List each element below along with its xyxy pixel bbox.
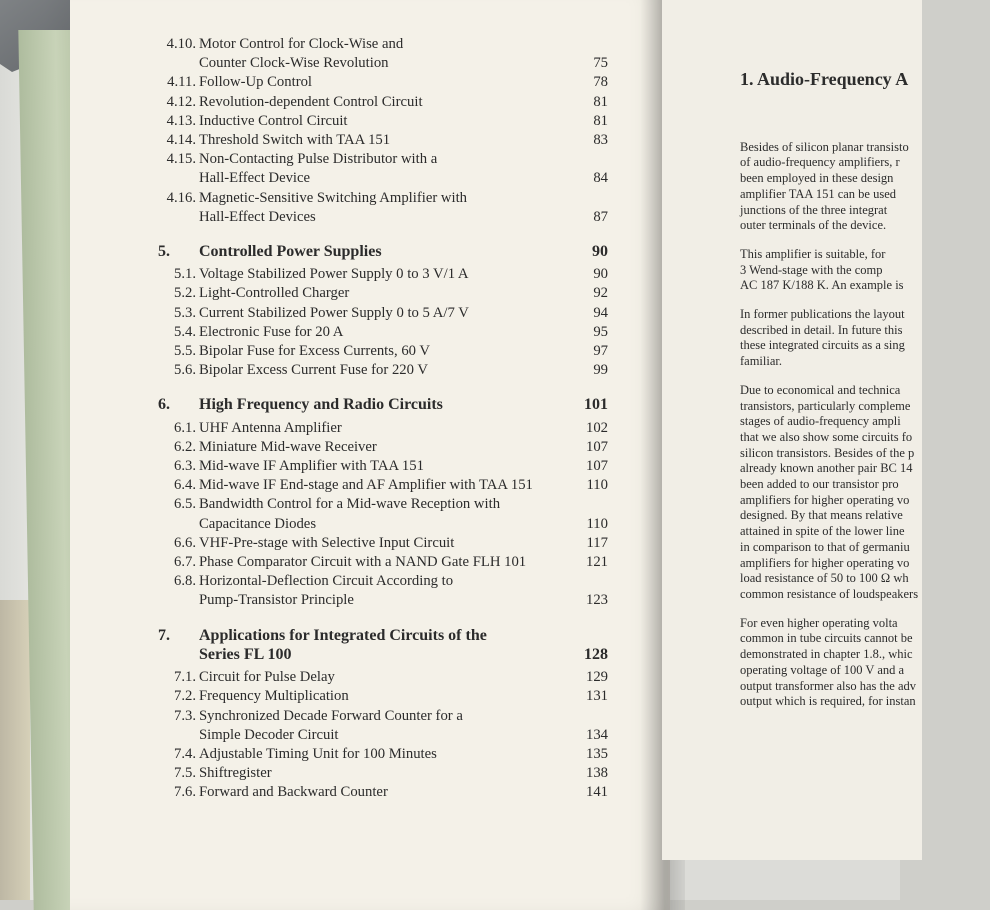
toc-entry-title bbox=[199, 284, 564, 303]
toc-entry-page: 101 bbox=[584, 396, 608, 414]
toc-entry-title-line: High Frequency and Radio Circuits bbox=[199, 396, 443, 414]
toc-entry-title-line: Horizontal-Deflection Circuit According to bbox=[199, 573, 454, 590]
body-line: operating voltage of 100 V and a bbox=[740, 662, 905, 677]
body-line: been added to our transistor pro bbox=[740, 477, 899, 492]
body-line: demonstrated in chapter 1.8., whic bbox=[740, 647, 913, 662]
body-line: junctions of the three integrat bbox=[740, 202, 888, 217]
body-line: For even higher operating volta bbox=[740, 615, 898, 630]
toc-entry-title-line: Non-Contacting Pulse Distributor with a bbox=[199, 151, 438, 168]
toc-entry-page: 135 bbox=[585, 745, 608, 762]
toc-entry-title-line: Follow-Up Control bbox=[199, 74, 313, 91]
toc-entry-page: 129 bbox=[585, 669, 608, 686]
toc-entry-page: 92 bbox=[593, 285, 608, 302]
toc-entry-number: 4.16. bbox=[166, 189, 196, 206]
toc-entry bbox=[150, 495, 620, 533]
toc-entry-title-line: Frequency Multiplication bbox=[199, 688, 349, 705]
toc-entry-number: 6.2. bbox=[173, 438, 196, 455]
toc-entry-number: 4.15. bbox=[166, 151, 196, 168]
toc-entry bbox=[150, 572, 620, 610]
toc-entry bbox=[150, 323, 620, 342]
toc-entry-title bbox=[199, 93, 564, 112]
toc-entry-title bbox=[199, 764, 564, 783]
toc-entry-title bbox=[199, 323, 564, 342]
right-page-text bbox=[740, 69, 990, 723]
toc-entry bbox=[150, 553, 620, 572]
body-line: output transformer also has the adv bbox=[740, 678, 916, 693]
toc-entry-page: 81 bbox=[593, 112, 608, 129]
toc-entry bbox=[150, 342, 620, 361]
toc-entry-title-line: Controlled Power Supplies bbox=[199, 243, 382, 261]
toc-entry-number: 4.12. bbox=[166, 93, 196, 110]
toc-entry-page: 117 bbox=[586, 534, 608, 551]
toc-entry bbox=[150, 131, 620, 150]
toc-entry-number: 6. bbox=[158, 396, 170, 414]
toc-entry-number: 7. bbox=[158, 626, 170, 644]
toc-entry-title-line: Bipolar Fuse for Excess Currents, 60 V bbox=[199, 343, 431, 360]
toc-entry-number: 7.2. bbox=[173, 688, 196, 705]
toc-entry-title-line: Inductive Control Circuit bbox=[199, 112, 348, 129]
toc-entry-title-line: UHF Antenna Amplifier bbox=[199, 419, 342, 436]
toc-entry bbox=[150, 304, 620, 323]
body-line: that we also show some circuits fo bbox=[740, 429, 913, 444]
toc-entry-title bbox=[199, 419, 564, 438]
toc-entry bbox=[150, 457, 620, 476]
body-line: load resistance of 50 to 100 Ω wh bbox=[740, 571, 909, 586]
toc-entry bbox=[150, 687, 620, 706]
toc-entry-title bbox=[199, 495, 564, 533]
toc-entry-title-line: Voltage Stabilized Power Supply 0 to 3 V/1 A bbox=[199, 266, 469, 283]
toc-entry-number: 7.4. bbox=[173, 745, 196, 762]
body-paragraph bbox=[740, 616, 990, 710]
toc-entry-number: 4.10. bbox=[166, 36, 196, 52]
toc-entry bbox=[150, 476, 620, 495]
toc-entry-title-line: Phase Comparator Circuit with a NAND Gate FLH 101 bbox=[199, 554, 527, 571]
toc-entry-title-line: Shiftregister bbox=[199, 765, 272, 782]
body-line: In former publications the layout bbox=[740, 307, 905, 322]
toc-entry bbox=[150, 438, 620, 457]
body-line: amplifiers for higher operating vo bbox=[740, 555, 910, 570]
toc-entry-number: 5.4. bbox=[173, 323, 196, 340]
toc-entry-page: 75 bbox=[593, 55, 608, 72]
chapter-title: 1. Audio-Frequency A bbox=[740, 69, 909, 89]
toc-entry-title-line: Revolution-dependent Control Circuit bbox=[199, 93, 423, 110]
toc-entry bbox=[150, 73, 620, 92]
body-line: designed. By that means relative bbox=[740, 508, 903, 523]
toc-entry-number: 7.5. bbox=[173, 765, 196, 782]
toc-entry-number: 6.4. bbox=[173, 477, 196, 494]
toc-entry-page: 90 bbox=[592, 243, 608, 261]
toc-chapter-heading bbox=[150, 395, 620, 414]
body-line: already known another pair BC 14 bbox=[740, 461, 913, 476]
toc-entry-title bbox=[199, 626, 579, 664]
toc-entry bbox=[150, 361, 620, 380]
toc-entry bbox=[150, 783, 620, 802]
toc-entry-title-line: Forward and Backward Counter bbox=[199, 784, 388, 801]
toc-entry-title bbox=[199, 361, 564, 380]
body-paragraph bbox=[740, 307, 990, 370]
background-object bbox=[0, 600, 30, 900]
toc-entry-title-line: Threshold Switch with TAA 151 bbox=[199, 132, 391, 149]
toc-entry-number: 7.1. bbox=[173, 669, 196, 686]
toc-entry-title bbox=[199, 572, 564, 610]
toc-entry-number: 5. bbox=[158, 243, 170, 261]
toc-entry bbox=[150, 35, 620, 73]
toc-entry-page: 84 bbox=[593, 170, 608, 187]
toc-entry-page: 134 bbox=[585, 726, 608, 743]
body-line: common in tube circuits cannot be bbox=[740, 631, 913, 646]
toc-entry-number: 6.8. bbox=[173, 573, 196, 590]
toc-entry-title bbox=[199, 687, 564, 706]
toc-entry-title-line: Applications for Integrated Circuits of the bbox=[199, 626, 487, 644]
toc-entry-title-line: Mid-wave IF Amplifier with TAA 151 bbox=[199, 458, 424, 475]
toc-entry-page: 94 bbox=[593, 304, 608, 321]
toc-entry-title-line: Magnetic-Sensitive Switching Amplifier with bbox=[199, 189, 468, 206]
toc-entry-title-line: Simple Decoder Circuit bbox=[199, 726, 339, 743]
body-line: common resistance of loudspeakers bbox=[740, 586, 919, 601]
toc-entry-title bbox=[199, 150, 564, 188]
body-paragraph bbox=[740, 383, 990, 603]
toc-entry-title bbox=[199, 395, 579, 414]
toc-entry-page: 83 bbox=[593, 132, 608, 149]
body-line: these integrated circuits as a sing bbox=[740, 338, 905, 353]
body-line: of audio-frequency amplifiers, r bbox=[740, 155, 900, 170]
toc-entry-title-line: Mid-wave IF End-stage and AF Amplifier with TAA 151 bbox=[199, 477, 533, 494]
toc-entry-number: 6.7. bbox=[173, 554, 196, 571]
body-line: amplifier TAA 151 can be used bbox=[740, 186, 897, 201]
toc-entry-page: 107 bbox=[585, 458, 608, 475]
toc-entry-title-line: Adjustable Timing Unit for 100 Minutes bbox=[199, 745, 437, 762]
toc-entry-title-line: VHF-Pre-stage with Selective Input Circuit bbox=[199, 534, 455, 551]
toc-entry-title bbox=[199, 112, 564, 131]
toc-entry-number: 5.1. bbox=[173, 266, 196, 283]
toc-entry-title-line: Light-Controlled Charger bbox=[199, 285, 350, 302]
toc-entry-page: 99 bbox=[593, 362, 608, 379]
body-line: stages of audio-frequency ampli bbox=[740, 414, 901, 429]
toc-entry-title bbox=[199, 668, 564, 687]
toc-entry bbox=[150, 668, 620, 687]
body-line: AC 187 K/188 K. An example is bbox=[740, 278, 904, 293]
toc-entry-page: 110 bbox=[586, 477, 608, 494]
toc-entry bbox=[150, 284, 620, 303]
toc-chapter-heading bbox=[150, 626, 620, 664]
body-line: described in detail. In future this bbox=[740, 322, 903, 337]
toc-entry-title bbox=[199, 304, 564, 323]
toc-entry-title bbox=[199, 342, 564, 361]
body-line: in comparison to that of germaniu bbox=[740, 539, 910, 554]
toc-entry-title bbox=[199, 745, 564, 764]
toc-entry-title bbox=[199, 534, 564, 553]
toc-entry-page: 97 bbox=[593, 343, 608, 360]
toc-entry-page: 123 bbox=[585, 592, 608, 609]
toc-entry bbox=[150, 745, 620, 764]
toc-entry-number: 5.5. bbox=[173, 343, 196, 360]
toc-entry-number: 7.3. bbox=[173, 707, 196, 724]
toc-entry-page: 78 bbox=[593, 74, 608, 91]
toc-chapter-heading bbox=[150, 242, 620, 261]
toc-entry-title-line: Current Stabilized Power Supply 0 to 5 A/7 V bbox=[199, 304, 469, 321]
toc-entry-number: 4.14. bbox=[166, 132, 196, 149]
toc-entry-title-line: Miniature Mid-wave Receiver bbox=[199, 438, 377, 455]
toc-entry-page: 107 bbox=[585, 438, 608, 455]
toc-entry bbox=[150, 112, 620, 131]
toc-entry-page: 87 bbox=[593, 208, 608, 225]
body-paragraph bbox=[740, 247, 990, 294]
toc-entry-title-line: Electronic Fuse for 20 A bbox=[199, 323, 344, 340]
toc-entry-number: 4.11. bbox=[167, 74, 196, 91]
body-line: outer terminals of the device. bbox=[740, 218, 887, 233]
body-line: output which is required, for instan bbox=[740, 694, 916, 709]
toc-entry-title-line: Bipolar Excess Current Fuse for 220 V bbox=[199, 362, 428, 379]
body-line: This amplifier is suitable, for bbox=[740, 246, 886, 261]
body-line: 3 Wend-stage with the comp bbox=[740, 262, 883, 277]
toc-entry-title-line: Hall-Effect Device bbox=[199, 170, 311, 187]
toc-entry-number: 6.3. bbox=[173, 458, 196, 475]
body-line: transistors, particularly compleme bbox=[740, 398, 911, 413]
toc-entry-title bbox=[199, 438, 564, 457]
toc-entry-title bbox=[199, 476, 564, 495]
toc-entry bbox=[150, 534, 620, 553]
toc-entry-title bbox=[199, 242, 579, 261]
toc-entry-number: 7.6. bbox=[173, 784, 196, 801]
toc-entry-number: 4.13. bbox=[166, 112, 196, 129]
toc-entry-page: 102 bbox=[585, 419, 608, 436]
body-paragraph bbox=[740, 140, 990, 234]
toc-entry-page: 131 bbox=[585, 688, 608, 705]
toc-entry-title bbox=[199, 189, 564, 227]
toc-entry-number: 6.5. bbox=[173, 496, 196, 513]
toc-entry-title bbox=[199, 35, 564, 73]
toc-entry bbox=[150, 93, 620, 112]
toc-entry-title-line: Motor Control for Clock-Wise and bbox=[199, 36, 404, 52]
toc-entry-page: 128 bbox=[584, 645, 608, 663]
toc-entry-number: 5.6. bbox=[173, 362, 196, 379]
toc-entry-page: 90 bbox=[593, 266, 608, 283]
toc-entry-page: 138 bbox=[585, 765, 608, 782]
toc-entry-title-line: Hall-Effect Devices bbox=[199, 208, 316, 225]
toc-entry-page: 81 bbox=[593, 93, 608, 110]
toc-entry-title-line: Pump-Transistor Principle bbox=[199, 592, 354, 609]
toc-entry-title bbox=[199, 783, 564, 802]
toc-entry-title-line: Capacitance Diodes bbox=[199, 515, 317, 532]
toc-entry-number: 5.2. bbox=[173, 285, 196, 302]
toc-entry-number: 5.3. bbox=[173, 304, 196, 321]
body-line: Besides of silicon planar transisto bbox=[740, 139, 909, 154]
toc-entry-page: 110 bbox=[586, 515, 608, 532]
toc-entry bbox=[150, 189, 620, 227]
toc-entry bbox=[150, 265, 620, 284]
toc-entry-title-line: Series FL 100 bbox=[199, 645, 292, 663]
body-line: familiar. bbox=[740, 354, 782, 369]
toc-entry-title-line: Counter Clock-Wise Revolution bbox=[199, 55, 389, 72]
toc-entry bbox=[150, 419, 620, 438]
toc-entry-title-line: Bandwidth Control for a Mid-wave Reception with bbox=[199, 496, 501, 513]
toc-entry-page: 141 bbox=[585, 784, 608, 801]
right-page bbox=[662, 0, 922, 860]
toc-entry-number: 6.1. bbox=[173, 419, 196, 436]
toc-entry-number: 6.6. bbox=[173, 534, 196, 551]
body-line: been employed in these design bbox=[740, 171, 894, 186]
toc-entry-title bbox=[199, 131, 564, 150]
toc-entry-title-line: Synchronized Decade Forward Counter for a bbox=[199, 707, 463, 724]
toc-entry-title bbox=[199, 73, 564, 92]
toc-entry-title bbox=[199, 457, 564, 476]
toc-entry bbox=[150, 764, 620, 783]
table-of-contents bbox=[150, 35, 620, 803]
toc-entry-title bbox=[199, 553, 564, 572]
toc-entry-title bbox=[199, 265, 564, 284]
toc-entry-title bbox=[199, 707, 564, 745]
toc-entry bbox=[150, 150, 620, 188]
toc-entry-page: 121 bbox=[585, 554, 608, 571]
body-line: amplifiers for higher operating vo bbox=[740, 492, 910, 507]
toc-entry-title-line: Circuit for Pulse Delay bbox=[199, 669, 335, 686]
toc-entry bbox=[150, 707, 620, 745]
body-line: Due to economical and technica bbox=[740, 382, 901, 397]
toc-entry-page: 95 bbox=[593, 323, 608, 340]
body-line: attained in spite of the lower line bbox=[740, 524, 905, 539]
body-line: silicon transistors. Besides of the p bbox=[740, 445, 915, 460]
